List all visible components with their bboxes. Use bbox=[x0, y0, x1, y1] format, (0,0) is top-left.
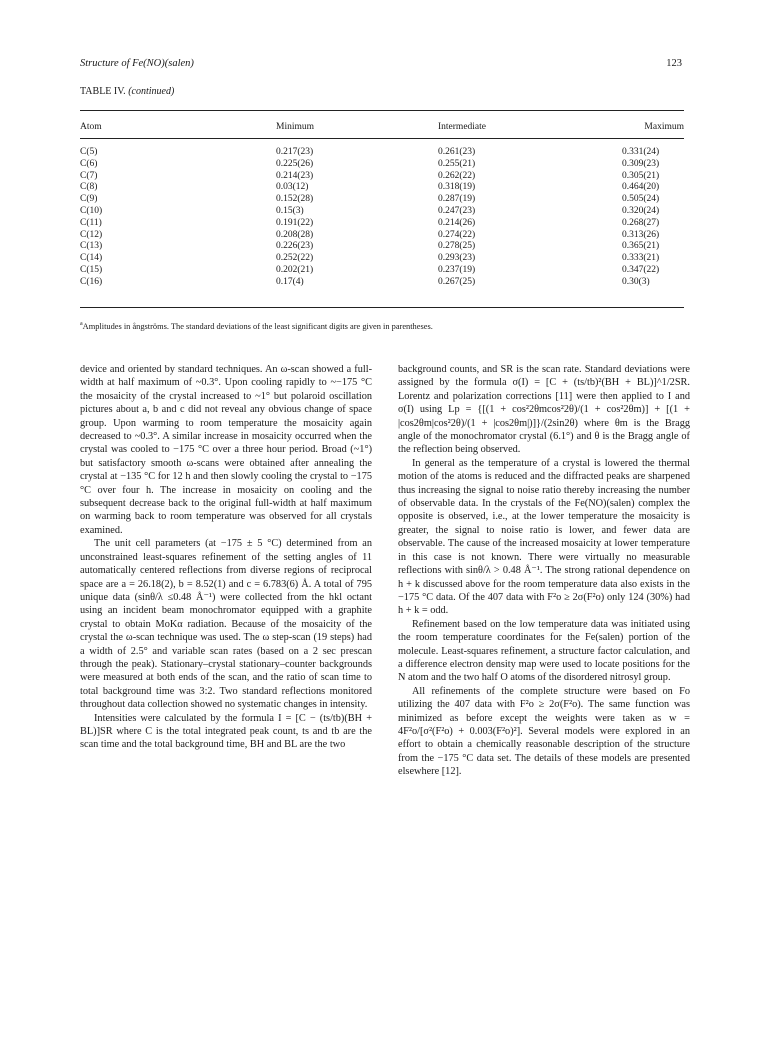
cell-minimum: 0.252(22) bbox=[276, 253, 314, 264]
table-row bbox=[80, 253, 684, 265]
column-header-intermediate: Intermediate bbox=[438, 122, 487, 132]
column-header-atom: Atom bbox=[80, 122, 102, 132]
cell-maximum: 0.305(21) bbox=[622, 170, 660, 181]
cell-intermediate: 0.267(25) bbox=[438, 276, 476, 287]
cell-atom: C(9) bbox=[80, 194, 98, 205]
table-header-rule bbox=[80, 138, 684, 139]
cell-intermediate: 0.237(19) bbox=[438, 264, 476, 275]
cell-intermediate: 0.255(21) bbox=[438, 158, 476, 169]
cell-maximum: 0.464(20) bbox=[622, 182, 660, 193]
cell-intermediate: 0.274(22) bbox=[438, 229, 476, 240]
cell-maximum: 0.309(23) bbox=[622, 158, 660, 169]
cell-minimum: 0.225(26) bbox=[276, 158, 314, 169]
cell-intermediate: 0.287(19) bbox=[438, 194, 476, 205]
table-caption bbox=[80, 86, 174, 97]
page-number: 123 bbox=[666, 58, 682, 69]
table-row bbox=[80, 194, 684, 206]
cell-intermediate: 0.214(26) bbox=[438, 217, 476, 228]
body-paragraph: Refinement based on the low temperature data was initiated using the room temperature coordinates for the Fe(salen) portion of the molecule. Least-squares refinement, a structure factor calculation, and a difference electron density map were used to locate positions for the N atom and the two half O atoms of the disordered nitrosyl group. bbox=[398, 618, 690, 684]
table-caption-label: TABLE IV. bbox=[80, 86, 126, 97]
cell-minimum: 0.217(23) bbox=[276, 147, 314, 157]
cell-atom: C(16) bbox=[80, 276, 103, 287]
cell-minimum: 0.202(21) bbox=[276, 264, 314, 275]
cell-intermediate: 0.262(22) bbox=[438, 170, 476, 181]
cell-minimum: 0.208(28) bbox=[276, 229, 314, 240]
cell-maximum: 0.505(24) bbox=[622, 194, 660, 205]
cell-maximum: 0.313(26) bbox=[622, 229, 660, 240]
cell-minimum: 0.17(4) bbox=[276, 276, 304, 287]
cell-atom: C(12) bbox=[80, 229, 103, 240]
table-body bbox=[80, 147, 684, 289]
column-header-minimum: Minimum bbox=[276, 122, 315, 132]
cell-minimum: 0.15(3) bbox=[276, 205, 304, 216]
footnote-text: $^a$Amplitudes in ångströms. The standard deviations of the least significant digits are given in parentheses. bbox=[80, 321, 433, 331]
table-row bbox=[80, 147, 684, 159]
table-row bbox=[80, 265, 684, 277]
table-row bbox=[80, 206, 684, 218]
table-row bbox=[80, 277, 684, 289]
body-paragraph: In general as the temperature of a crystal is lowered the thermal motion of the atoms is reduced and the diffracted peaks are sharpened thus increasing the signal to noise ratio thereby increasing the number of observable data. In the crystals of the Fe(NO)(salen) complex the opposite is observed, i.e., at the lower temperature the mosaicity is greater, the signal to noise ratio is lower, and fewer data are observable. The cause of the increased mosaicity at lower temperature in this case is not known. There were virtually no measurable reflections with sinθ/λ > 0.48 Å⁻¹. The strong rational dependence on h + k discussed above for the room temperature data also exists in the −175 °C data. Of the 407 data with F²o ≥ 2σ(F²o) only 124 (30%) had h + k = odd. bbox=[398, 457, 690, 617]
cell-atom: C(5) bbox=[80, 147, 98, 157]
table-header-row bbox=[80, 122, 684, 134]
cell-atom: C(13) bbox=[80, 241, 103, 252]
cell-atom: C(10) bbox=[80, 205, 103, 216]
cell-maximum: 0.268(27) bbox=[622, 217, 660, 228]
cell-intermediate: 0.318(19) bbox=[438, 182, 476, 193]
cell-minimum: 0.214(23) bbox=[276, 170, 314, 181]
table-row bbox=[80, 182, 684, 194]
table-caption-continued: (continued) bbox=[128, 86, 175, 97]
cell-atom: C(15) bbox=[80, 264, 103, 275]
table-bottom-rule bbox=[80, 307, 684, 308]
table-row bbox=[80, 218, 684, 230]
body-left-column bbox=[80, 363, 372, 752]
cell-atom: C(6) bbox=[80, 158, 98, 169]
cell-maximum: 0.347(22) bbox=[622, 264, 660, 275]
body-paragraph: device and oriented by standard techniques. An ω-scan showed a full-width at half maximum of ~0.3°. Upon cooling rapidly to ~−175 °C the mosaicity of the crystal increased to ~1° but polaroid oscillation pictures about a, b and c did not reveal any obvious change of space group. Upon warming to room temperature the mosaicity again decreased to ~0.3°. A similar increase in mosaicity occurred when the crystal was cooled to −175 °C over a three hour period. Broad (~1°) but satisfactory smooth ω-scans were obtained after annealing the crystal at −135 °C for 12 h and then slowly cooling the crystal to −175 °C over four h. The increase in mosaicity on cooling and the subsequent decrease back to the original full-width at half maximum on warming back to room temperature was observed for all crystals examined. bbox=[80, 364, 372, 536]
cell-atom: C(8) bbox=[80, 182, 98, 193]
cell-atom: C(7) bbox=[80, 170, 98, 181]
column-header-maximum: Maximum bbox=[644, 122, 684, 132]
cell-intermediate: 0.247(23) bbox=[438, 205, 476, 216]
table-footnote bbox=[80, 321, 684, 331]
cell-maximum: 0.30(3) bbox=[622, 276, 650, 287]
cell-maximum: 0.331(24) bbox=[622, 147, 660, 157]
body-paragraph: The unit cell parameters (at −175 ± 5 °C) determined from an unconstrained least-squares refinement of the setting angles of 11 automatically centered reflections from diverse regions of reciprocal space are a = 26.18(2), b = 8.52(1) and c = 6.783(6) Å. A total of 795 unique data (sinθ/λ ≤0.48 Å⁻¹) were collected from the hkl octant using an incident beam monochromator equipped with a graphite crystal to obtain MoKα radiation. Because of the mosaicity of the crystal the ω-scan technique was used. The ω step-scan (19 steps) had a width of 2.5° and variable scan rates (based on a 2 sec prescan through the peak). Stationary–crystal stationary–counter backgrounds were measured at both ends of the scan, and the ratio of scan time to total background time was 3:2. Two standard reflections monitored throughout data collection showed no systematic changes in intensity. bbox=[80, 538, 372, 711]
cell-intermediate: 0.293(23) bbox=[438, 253, 476, 264]
table-top-rule bbox=[80, 110, 684, 111]
cell-intermediate: 0.278(25) bbox=[438, 241, 476, 252]
cell-maximum: 0.320(24) bbox=[622, 205, 660, 216]
table-row bbox=[80, 241, 684, 253]
cell-intermediate: 0.261(23) bbox=[438, 147, 476, 157]
body-paragraph: Intensities were calculated by the formula I = [C − (ts/tb)(BH + BL)]SR where C is the total integrated peak count, ts and tb are the scan time and the total background time, BH and BL are the two bbox=[80, 712, 372, 751]
cell-minimum: 0.191(22) bbox=[276, 217, 314, 228]
cell-atom: C(14) bbox=[80, 253, 103, 264]
body-paragraph: background counts, and SR is the scan rate. Standard deviations were assigned by the formula σ(I) = [C + (ts/tb)²(BH + BL)]^1/2SR. Lorentz and polarization corrections [11] were then applied to I and σ(I) using Lp = {[(1 + cos²2θmcos²2θ)/(1 + cos²2θm)] + [(1 + |cos2θm|cos²2θ)/(1 + |cos2θm|)]}/(2sin2θ) where θm is the Bragg angle of the monochromator crystal (6.1°) and θ is the Bragg angle of the reflection being observed. bbox=[398, 364, 690, 456]
body-paragraph: All refinements of the complete structure were based on Fo utilizing the 407 data with F²o ≥ 2σ(F²o). The same function was minimized as before except the weights were taken as w = 4F²o/[σ²(F²o) + 0.003(F²o)²]. Several models were explored in an effort to obtain a chemically reasonable description of the structure from the −175 °C data set. The details of these models are presented elsewhere [12]. bbox=[398, 685, 690, 778]
cell-minimum: 0.152(28) bbox=[276, 194, 314, 205]
running-title: Structure of Fe(NO)(salen) bbox=[80, 58, 194, 69]
cell-minimum: 0.226(23) bbox=[276, 241, 314, 252]
table-row bbox=[80, 171, 684, 183]
table-row bbox=[80, 159, 684, 171]
cell-maximum: 0.333(21) bbox=[622, 253, 660, 264]
table-row bbox=[80, 230, 684, 242]
cell-atom: C(11) bbox=[80, 217, 102, 228]
cell-maximum: 0.365(21) bbox=[622, 241, 660, 252]
body-right-column bbox=[398, 363, 690, 779]
cell-minimum: 0.03(12) bbox=[276, 182, 309, 193]
